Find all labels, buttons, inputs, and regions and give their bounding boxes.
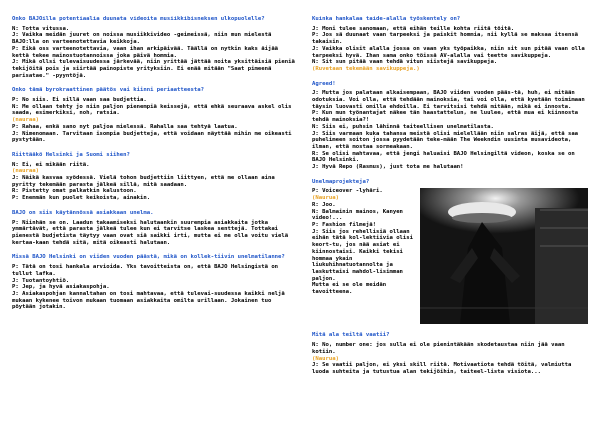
answer-line: N: Ei, ei mikään riitä. [12,161,90,168]
question-heading: Kuinka hankalaa taide-alalla työskentely on? [312,16,461,22]
answer-line: N: Me ollaan tehty jo niin paljon pienempiä keissejä, että ehkä seuraava askel olis saada, esimerkiksi, noh, ratsia. [12,103,292,117]
answer-line: P: Eikä oss varteenotettavia, vaan ihan arkipäivää. Täällä on nytkin kaks äijää kettä tekee mainostuotannoissa joka päivä hommia. [12,45,279,59]
stage-direction: (nauraa) [12,168,39,175]
answer-line: J: Hyvä Repo (Rasmus), just tota me halutaan! [312,164,464,171]
section-spacer [312,324,590,332]
answer-line: P: Voiceover -lyhäri. [312,188,383,195]
stage-direction: (Naurua) [312,195,339,202]
answer-block [12,97,295,144]
answer-line: J: Mutta jos palataan alkaisempaan, BAJO viiden vuoden pääs-tä, huh, ei mitään odotuksia. Voi olla, että tehdään mainoksia, tai voi olla, että kyetään toimimaan täysin luovasti omilla ehdoilla. Ei tarvitsisi tehdä mitään, mikä ei innosta. [312,90,585,110]
answer-line: J: Nimenomaan. Tarvitaan isompia budjetteja, että voidaan näyttää mihin me oikeasti pystytään. [12,130,292,144]
answer-line: J: Se vaatii paljon, ei yksi skill riitä. Motivaatiota tehdä töitä, valmiutta luoda suhteita ja tutustua alan tekijöihin, taiteel-lista visiota... [312,362,572,375]
answer-line: J: Vaikka meidän juuret on noissa musiikkivideo -geimeissä, niin mun mielestä BAJO:lla on varteenotettavia keikkoja. [12,32,272,46]
answer-line: P: Tätä on tosi hankala arvioida. Yks tavoitteista on, että BAJO Helsingistä on tullut lafka. [12,264,279,277]
answer-line: R: Se olisi mahtavaa, että jengi haluaisi BAJO Helsingiltä videon, koska se on BAJO Helsinki. [312,150,575,164]
answer-line: P: Jos sä duunaat vaan tarpeeksi ja paiskit hommia, nii kyllä se maksaa itsensä takaisin. [312,32,579,46]
answer-block [312,188,416,324]
left-column [12,16,295,421]
answer-line: N: Totta vitussa. [12,25,70,32]
interview-section [312,332,590,375]
interview-section [312,179,590,325]
answer-line: J: Moni tulee sanomaan, että eihän teille kohta riitä töitä. [312,25,515,32]
photo-illustration [420,188,588,324]
question-heading: Agreed! [312,80,336,87]
stage-direction: (Ruvetaan tekemään savikuppeja.) [312,65,420,72]
answer-line: J: Siis jos rehellisiä ollaan eihän tätä kol-lektiivia olisi keort-tu, jos nää asiat ei kiinnostaisi. Kaikki tekisi hommaa ykain liukuhihnatuotannolta ja laskuttaisi mahdol-lisimman paljon. [312,228,414,282]
question-heading: Riittääkö Helsinki ja Suomi siihen? [12,151,130,158]
answer-line: N: Sit sun pitää vaan tehdä vitun siistejä savikuppeja. [312,59,498,66]
answer-line: P: No siis. Ei sillä vaan saa budjettia. [12,97,147,104]
answer-line: R: Pistetty omat palkatkin kalustoon. [12,188,137,195]
portrait-photo [420,188,588,324]
photo-row [312,188,590,324]
interview-section [312,81,590,171]
answer-line: J: Asiakaspohjan kannaltahan on tosi mahtavaa, että tulevai-suudessa kaikki neljä mukaan kykenee toivon mukaan tuomaan asiakkaita omilta urillaan. Jokainen tuo pöytään jotakin. [12,290,285,311]
answer-line: N: Siis ei, puhsin lähinnä taiteellisen unelmatilasta. [312,123,494,130]
answer-line: P: Fashion filmejä! [312,221,376,228]
question-heading: Onko tämä byrokraattinen päätös vai kiinni periaatteesta? [12,87,204,94]
interview-section [12,16,295,79]
answer-block [12,264,295,311]
answer-line: J: Mikä ollsi tulevaisuudessa järkevää, niin yrittää jättää noita yksittäisiä pieniä tekijöitä pois ja siirtää painopiste yrityksiin. Ei enää mitään "Saat pimeenä parisatae." -pyyntöjä. [12,59,295,79]
answer-line: N: Balmainin mainos, Kanyen video!... [312,208,403,222]
answer-line: P: Enemmän kun puolet keikoista, ainakin. [12,195,151,202]
section-spacer [12,202,295,210]
section-spacer [12,79,295,87]
answer-line: Mutta ei se ole meidän tavoitteena. [312,282,387,296]
section-spacer [12,246,295,254]
question-heading: Missä BAJO Helsinki on viiden vuoden päästä, mikä on kollek-tiivin unelmatilanne? [12,254,285,261]
answer-line: J: Siis varmaan kuka tahansa meistä olisi mielellään niin salras äijä, että saa puhelimeen soiton jossa pyydetään teke-mään The Weekndin uusinta musavideota, ilman, että mostaa sormeakaan. [312,130,579,150]
right-column [312,16,590,421]
answer-block [12,220,295,247]
answer-line: J: Vaikka olisit alalla jossa on vaan yks työpaikka, niin sit sun pitää vaan olla tarpeeksi hyvä. Ihan sama onko töissä AV-alalla vai teette savikuppeja. [312,45,585,59]
question-heading: Onko BAJOilla potentiaalia duunata videoita musiikkibisneksen ulkopuolelle? [12,16,265,22]
answer-block [312,342,590,376]
answer-line: J: Näikä kasvaa syödessä. Vielä tohon budjettiin liittyen, että me ollaan aina pyritty tekemään parasta jälkeä sillä, mitä saadaan. [12,175,275,188]
question-heading: Mitä ala teiltä vaatii? [312,332,390,339]
section-spacer [312,171,590,179]
answer-line: N: No, number one: jos sulla ei ole pienintäkään skodetaustaa niin jää vaan kotiin. [312,342,565,355]
answer-block [12,162,295,202]
interview-section [12,210,295,247]
interview-section [312,16,590,73]
answer-block [312,26,590,73]
interview-section [12,87,295,144]
interview-section [12,254,295,311]
answer-line: R: Joo. [312,201,336,208]
section-spacer [312,73,590,81]
answer-line: P: Jep, ja hyvä asiakaspohja. [12,284,110,291]
question-heading: Unelmaprojekteja? [312,178,370,185]
stage-direction: (nauraa) [12,117,39,124]
stage-direction: (Naurua) [312,355,339,362]
answer-block [12,26,295,80]
answer-line: P: Niinhän se on. Laadun takaamiseksi halutaankin suurempia asiakkaita jotka ymmärtävät, että parasta jälkeä tulee kun ei tarvitse laskea senttejä. Tottakai pienestä budjetista täytyy vaan ovat siä saikki irti, mutta ei me olla voitu vielä kertaa-kaan tehdä sitä, mitä oikeasti halutaan. [12,219,289,246]
answer-line: J: Tuotantoyhtiö. [12,277,70,284]
question-heading: BAJO on siis käytännössä asiakkaan unelma. [12,209,154,216]
interview-section [12,152,295,202]
section-spacer [12,144,295,152]
answer-line: P: Rahaa, enkä sano nyt paljoa mielessä. Rahalla saa tehtyä laatua. [12,123,238,130]
answer-line: P: Kun mun työnantajat näkee tän haastattelun, ne luulee, että mua ei kiinnosta tehdä mainoksia?! [312,110,579,124]
answer-block [312,90,590,170]
